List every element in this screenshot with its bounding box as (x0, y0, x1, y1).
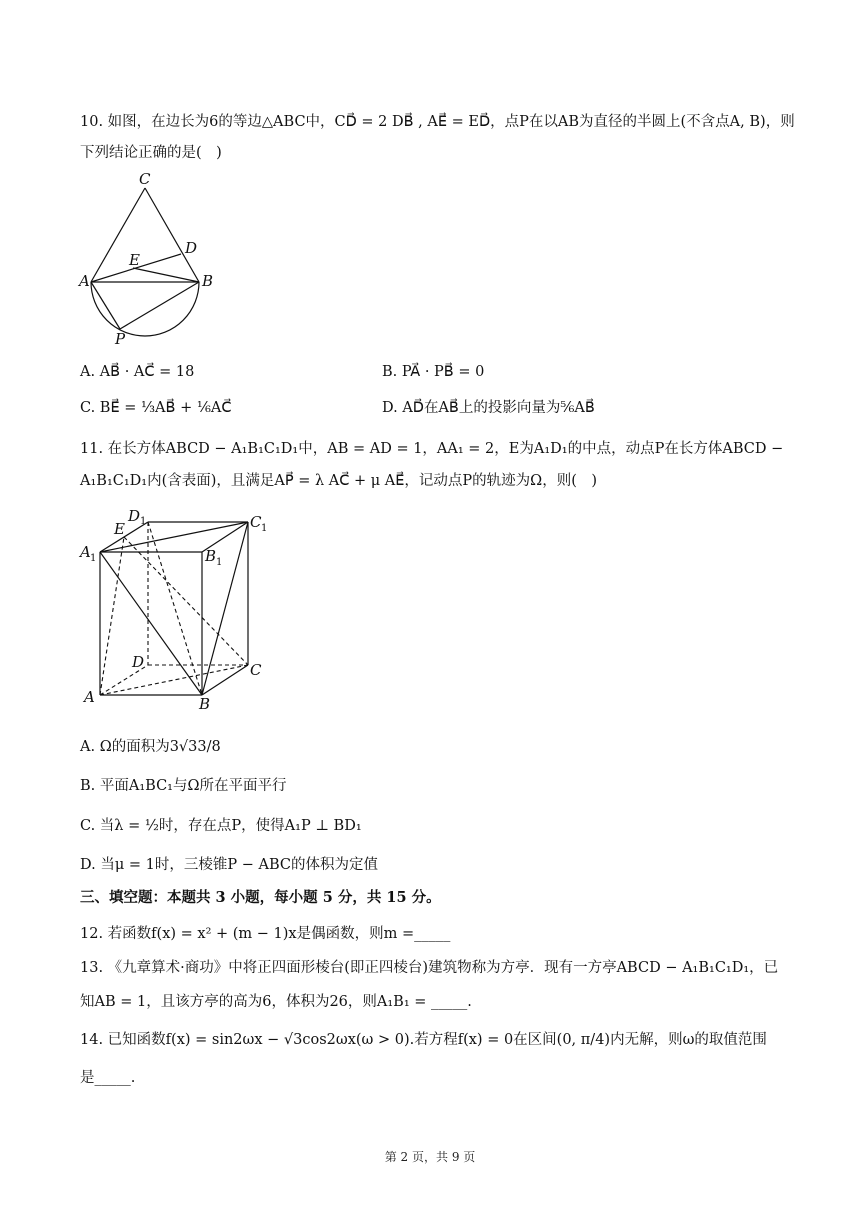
q10-label-d: D (185, 239, 198, 257)
q13-stem-line1: 13. 《九章算术·商功》中将正四面形棱台(即正四棱台)建筑物称为方亭．现有一方亭ABCD − A₁B₁C₁D₁，已 (80, 960, 779, 976)
q11-label-c: C (250, 661, 262, 679)
q12-stem: 12. 若函数f(x) = x² + (m − 1)x是偶函数，则m =_____ (80, 926, 451, 942)
q10-label-a: A (79, 272, 90, 290)
q10-label-p: P (115, 330, 126, 348)
q11-label-b: B (199, 695, 211, 713)
q10-stem-line1: 10. 如图，在边长为6的等边△ABC中，CD⃗ = 2 DB⃗ , AE⃗ = ED⃗，点P在以AB为直径的半圆上(不含点A, B)，则 (80, 114, 795, 130)
q10-option-c: C. BE⃗ = ⅓AB⃗ + ⅙AC⃗ (80, 400, 232, 416)
q11-label-d1: D (128, 507, 141, 525)
q11-option-b: B. 平面A₁BC₁与Ω所在平面平行 (80, 778, 287, 794)
q11-option-c: C. 当λ = ½时，存在点P，使得A₁P ⊥ BD₁ (80, 818, 362, 834)
q11-label-d: D (132, 653, 145, 671)
q11-option-a: A. Ω的面积为3√33/8 (80, 739, 221, 755)
q11-label-a1: A (80, 543, 91, 561)
q14-stem-line1: 14. 已知函数f(x) = sin2ωx − √3cos2ωx(ω > 0).若方程f(x) = 0在区间(0, π/4)内无解，则ω的取值范围 (80, 1032, 767, 1048)
q11-label-d1-sub: 1 (140, 516, 147, 527)
q11-label-b1: B (205, 547, 217, 565)
q10-triangle-semicircle-figure (75, 170, 235, 350)
q10-option-d: D. AD⃗在AB⃗上的投影向量为⅚AB⃗ (382, 400, 595, 416)
q11-label-b1-sub: 1 (216, 557, 223, 568)
q11-label-c1-sub: 1 (261, 523, 268, 534)
q13-stem-line2: 知AB = 1，且该方亭的高为6，体积为26，则A₁B₁ = _____. (80, 994, 472, 1010)
q10-stem-line2: 下列结论正确的是( ) (80, 145, 222, 161)
q10-label-b: B (202, 272, 214, 290)
q10-label-e: E (129, 251, 140, 269)
q11-label-a: A (84, 688, 95, 706)
q11-label-a1-sub: 1 (90, 553, 97, 564)
q10-option-a: A. AB⃗ · AC⃗ = 18 (80, 364, 195, 380)
q10-option-b: B. PA⃗ · PB⃗ = 0 (382, 364, 485, 380)
q11-stem-line2: A₁B₁C₁D₁内(含表面)，且满足AP⃗ = λ AC⃗ + μ AE⃗，记动点P的轨迹为Ω，则( ) (80, 473, 598, 489)
q11-option-d: D. 当μ = 1时，三棱锥P − ABC的体积为定值 (80, 857, 378, 873)
q11-stem-line1: 11. 在长方体ABCD − A₁B₁C₁D₁中，AB = AD = 1，AA₁ = 2，E为A₁D₁的中点，动点P在长方体ABCD − (80, 441, 784, 457)
page-footer: 第 2 页，共 9 页 (384, 1150, 476, 1164)
q11-label-e: E (114, 520, 125, 538)
q10-label-c: C (139, 170, 151, 188)
q11-cuboid-figure (78, 505, 278, 715)
q14-stem-line2: 是_____. (80, 1070, 136, 1086)
section-3-heading: 三、填空题：本题共 3 小题，每小题 5 分，共 15 分。 (80, 889, 441, 906)
q11-label-c1: C (250, 513, 262, 531)
